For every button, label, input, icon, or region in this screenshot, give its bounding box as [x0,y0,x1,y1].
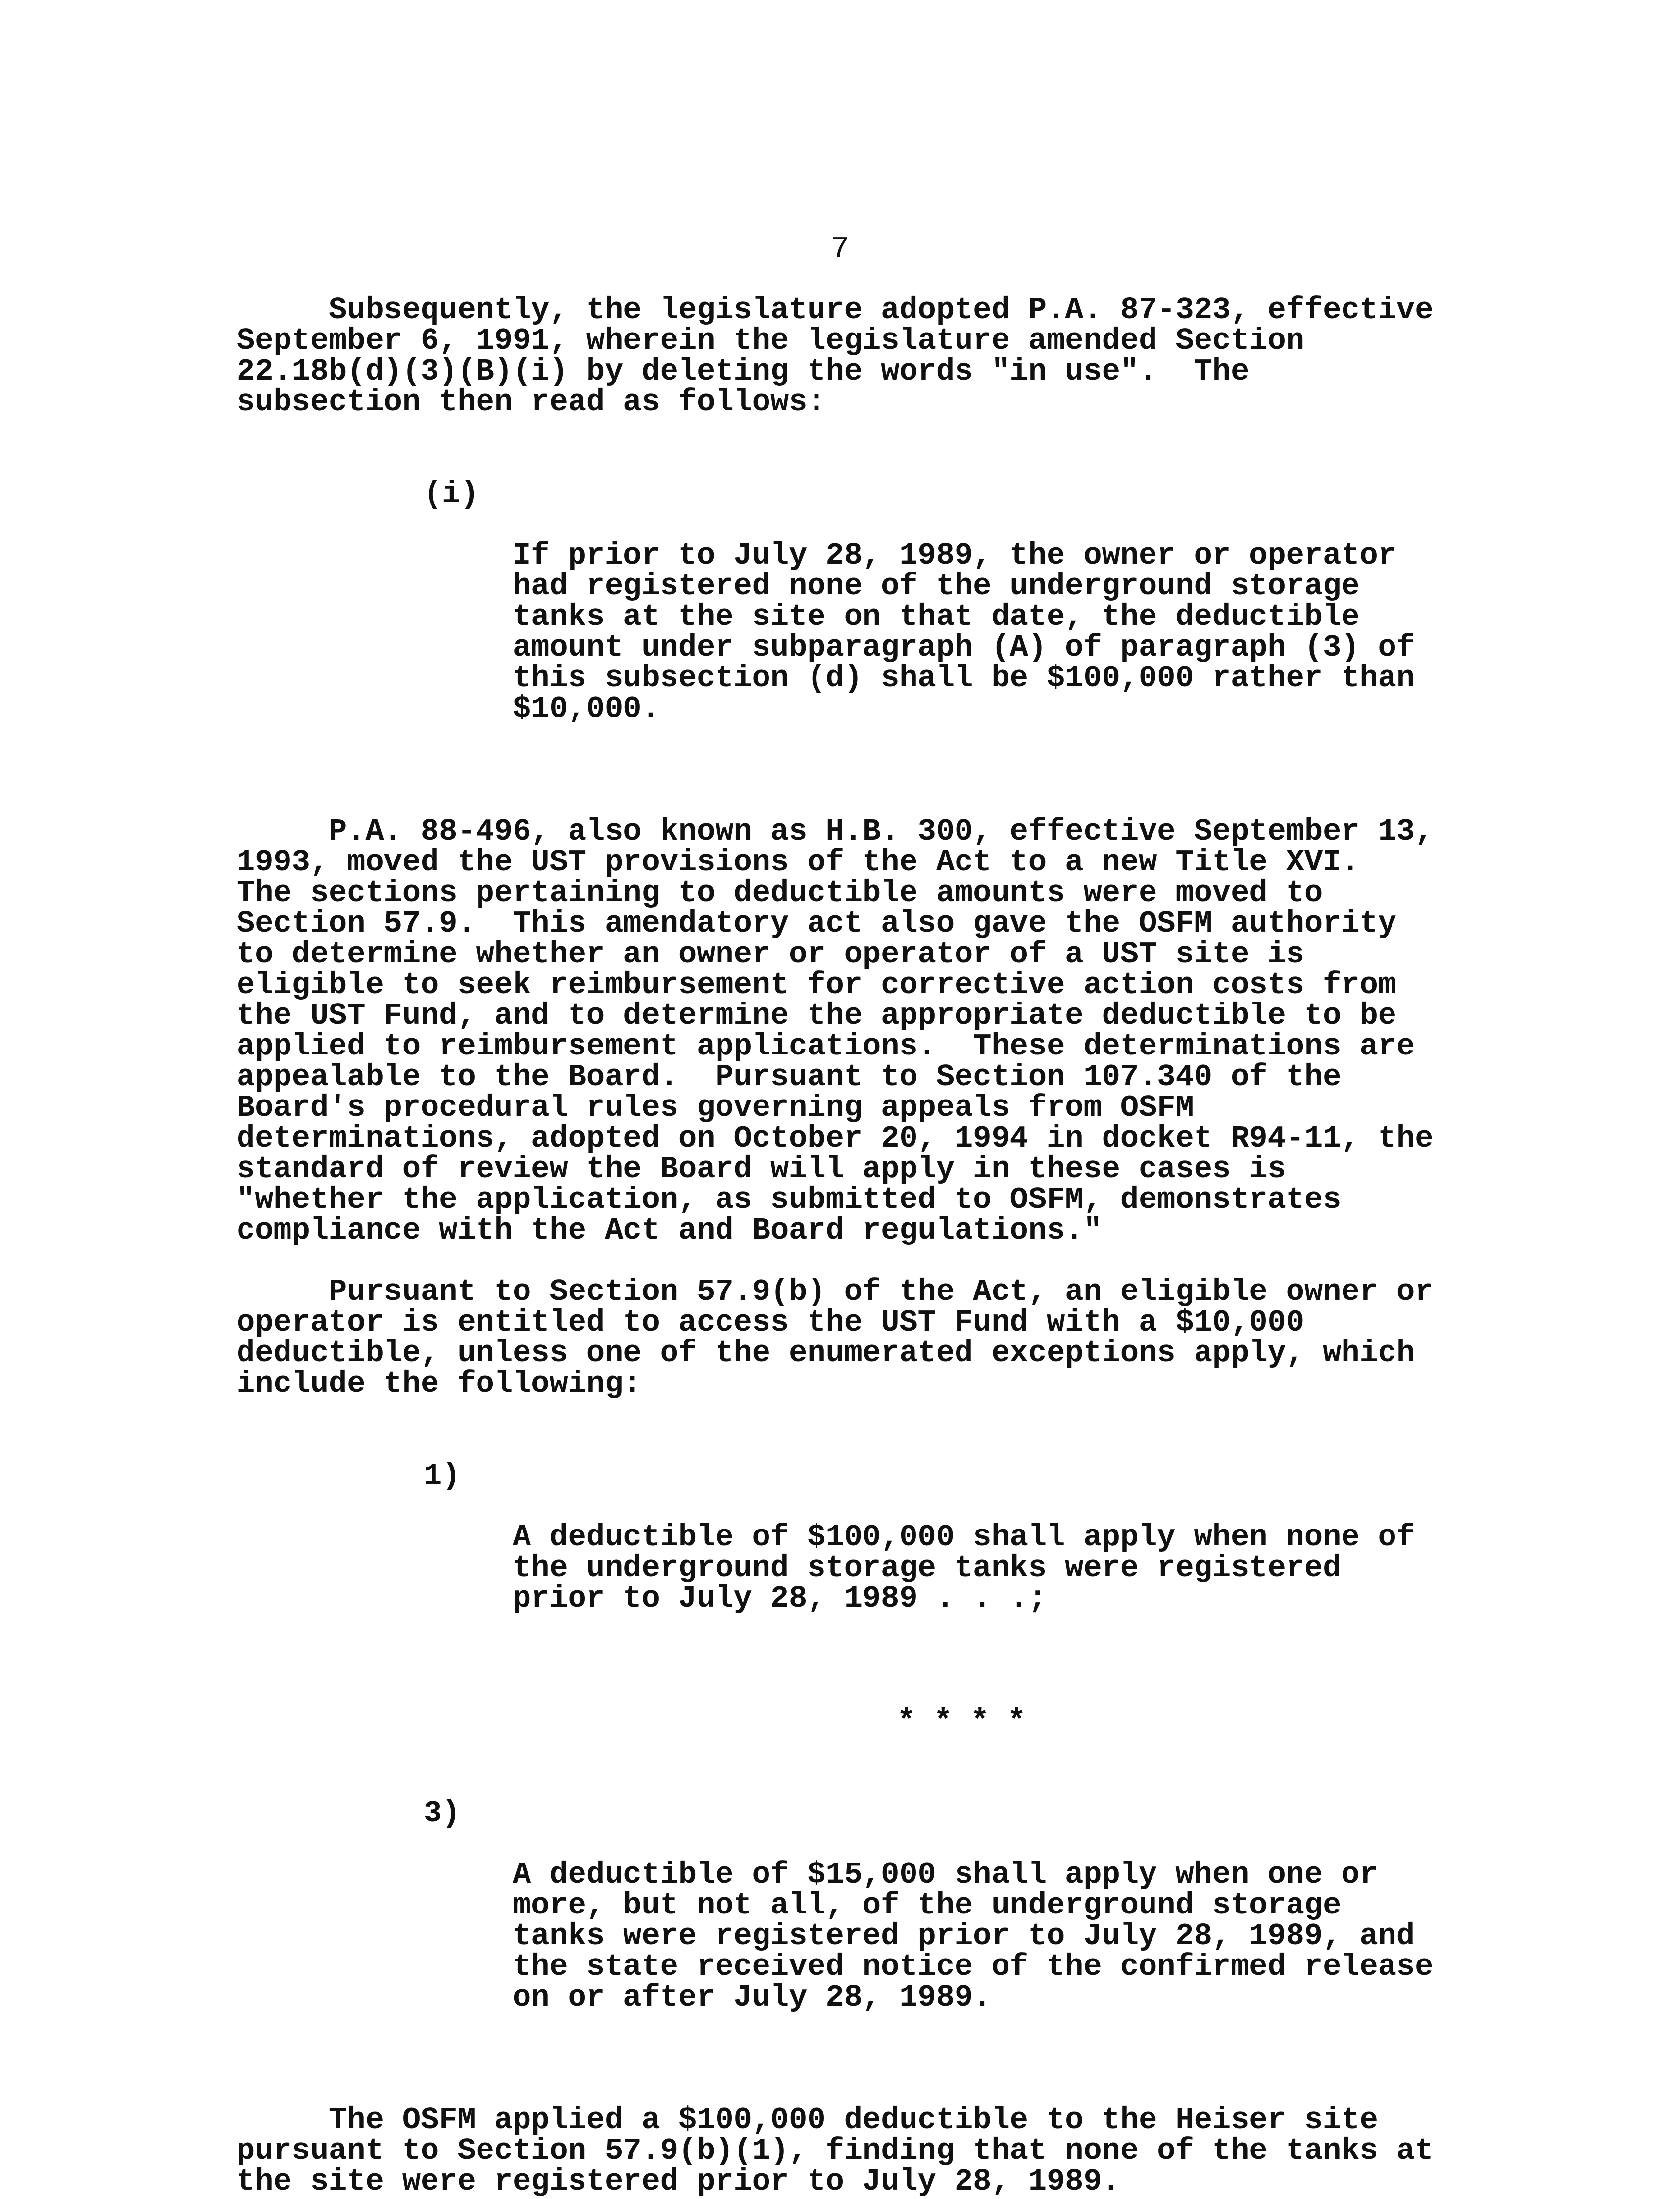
paragraph-deductible-exceptions: Pursuant to Section 57.9(b) of the Act, an eligible owner or operator is entitled to access the UST Fund with a $10,000 deductible, unless one of the enumerated exceptions apply, which include the following: [237,1274,1434,1401]
item-text: A deductible of $100,000 shall apply when none of the underground storage tanks were registered prior to July 28, 1989 . . .; [513,1520,1415,1616]
quote-text: If prior to July 28, 1989, the owner or operator had registered none of the underground storage tanks at the site on that date, the deductible amount under subparagraph (A) of paragraph (3) of this subsection (d) shall be $100,000 rather than $10,000. [513,538,1415,726]
item-text: A deductible of $15,000 shall apply when one or more, but not all, of the underground storage tanks were registered prior to July 28, 1989, and the state received notice of the confirmed release on or after July 28, 1989. [513,1857,1434,2015]
document-body [237,292,1454,2199]
spacer [237,1399,1454,1430]
exception-item-3 [237,1768,1454,2074]
omission-stars: * * * * [897,1704,1026,1739]
quoted-subsection-i [237,448,1454,786]
spacer [237,786,1454,816]
spacer [237,1675,1454,1706]
item-label: 3) [424,1796,461,1831]
spacer [237,418,1454,448]
quote-label: (i) [424,477,479,512]
page-number: 7 [830,232,850,267]
spacer [237,1737,1454,1768]
exception-item-1 [237,1430,1454,1675]
paragraph-osfm-determination: The OSFM applied a $100,000 deductible to the Heiser site pursuant to Section 57.9(b)(1), finding that none of the tanks at the site were registered prior to July 28, 1989. [237,2103,1434,2199]
spacer [237,1246,1454,1277]
item-label: 1) [424,1458,461,1493]
paragraph-legislative-amendment: Subsequently, the legislature adopted P.A. 87-323, effective September 6, 1991, wherein the legislature amended Section 22.18b(d)(3)(B)(i) by deleting the words "in use". The subsection then read as follows: [237,292,1434,420]
spacer [237,2074,1454,2105]
paragraph-ust-provisions: P.A. 88-496, also known as H.B. 300, effective September 13, 1993, moved the UST provisions of the Act to a new Title XVI. The sections pertaining to deductible amounts were moved to Section 57.9. This amendatory act also gave the OSFM authority to determine whether an owner or operator of a UST site is eligible to seek reimbursement for corrective action costs from the UST Fund, and to determine the appropriate deductible to be applied to reimbursement applications. These determinations are appealable to the Board. Pursuant to Section 107.340 of the Board's procedural rules governing appeals from OSFM determinations, adopted on October 20, 1994 in docket R94-11, the standard of review the Board will apply in these cases is "whether the application, as submitted to OSFM, demonstrates compliance with the Act and Board regulations." [237,814,1434,1248]
